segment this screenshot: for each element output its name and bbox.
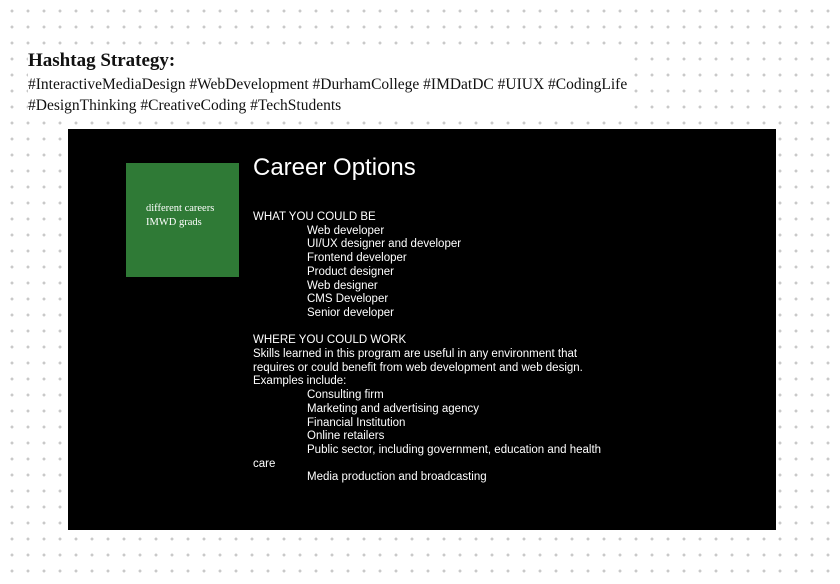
where-intro-line: Skills learned in this program are useful in any environment that	[253, 348, 578, 361]
workplace-item: Public sector, including government, education and health	[307, 443, 602, 456]
career-item: Senior developer	[307, 306, 394, 319]
where-intro-line: requires or could benefit from web development and web design.	[253, 361, 583, 374]
thumbnail-caption	[146, 202, 214, 230]
hashtag-strategy-title: Hashtag Strategy:	[28, 50, 176, 71]
workplace-item: Financial Institution	[307, 416, 406, 429]
career-item: Product designer	[307, 265, 394, 278]
paragraph-gap	[253, 321, 653, 335]
hashtag-list	[28, 74, 627, 116]
career-item: Frontend developer	[307, 252, 407, 265]
thumbnail-caption-line-2: IMWD grads	[146, 217, 202, 228]
thumbnail-caption-line-1: different careers	[146, 203, 215, 214]
slide-title: Career Options	[253, 154, 416, 181]
workplace-item: Marketing and advertising agency	[307, 402, 479, 415]
hashtag-line-2: #DesignThinking #CreativeCoding #TechStudents	[28, 97, 342, 114]
career-options-slide	[68, 129, 776, 530]
career-item: UI/UX designer and developer	[307, 238, 462, 251]
career-item: Web developer	[307, 224, 385, 237]
workplace-item: Media production and broadcasting	[307, 471, 487, 484]
slide-body-text	[253, 211, 653, 485]
workplace-item-wrap: care	[253, 457, 276, 470]
hashtag-line-1: #InteractiveMediaDesign #WebDevelopment #DurhamCollege #IMDatDC #UIUX #CodingLife	[28, 76, 628, 93]
workplace-item: Consulting firm	[307, 389, 384, 402]
workplace-item: Online retailers	[307, 430, 385, 443]
career-item: Web designer	[307, 279, 378, 292]
hashtag-strategy-block	[28, 50, 631, 118]
where-intro-line: Examples include:	[253, 375, 347, 388]
what-heading: WHAT YOU COULD BE	[253, 211, 376, 223]
where-heading: WHERE YOU COULD WORK	[253, 334, 407, 347]
career-item: CMS Developer	[307, 293, 389, 306]
slide-thumbnail-image	[126, 163, 239, 277]
